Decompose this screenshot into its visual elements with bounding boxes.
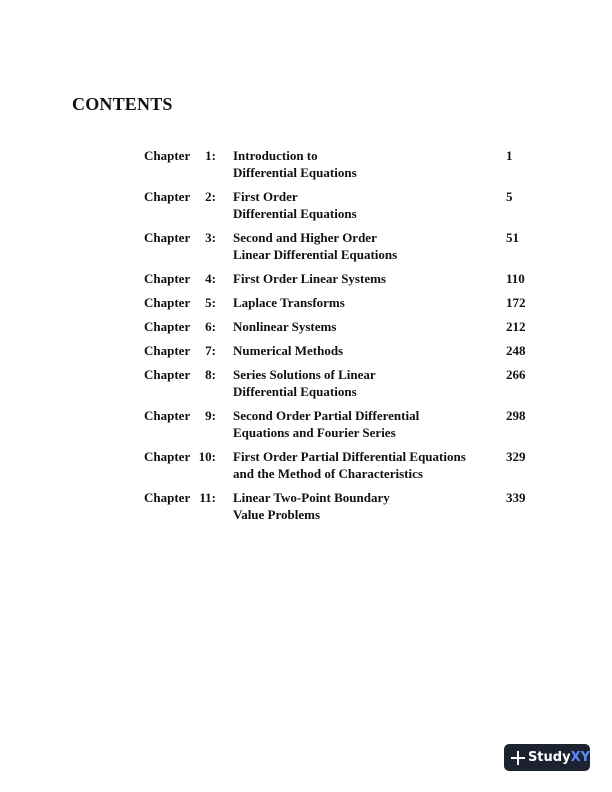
chapter-title <box>233 229 503 263</box>
page-number: 329 <box>506 449 526 464</box>
page-number: 266 <box>506 367 526 382</box>
page-number: 110 <box>506 271 525 286</box>
chapter-title-line: Series Solutions of Linear <box>233 367 376 382</box>
chapter-word: Chapter <box>144 408 191 423</box>
chapter-title <box>233 270 503 287</box>
chapter-title <box>233 147 503 181</box>
chapter-title <box>233 489 503 523</box>
chapter-number: 3: <box>205 230 216 245</box>
chapter-title <box>233 366 503 400</box>
toc-entry[interactable] <box>144 270 544 287</box>
page-number: 339 <box>506 490 526 505</box>
chapter-title-line: Equations and Fourier Series <box>233 425 396 440</box>
toc-entry[interactable] <box>144 448 544 482</box>
chapter-word: Chapter <box>144 148 191 163</box>
chapter-number: 5: <box>205 295 216 310</box>
page-number: 212 <box>506 319 526 334</box>
chapter-word: Chapter <box>144 295 191 310</box>
toc-entry[interactable] <box>144 318 544 335</box>
chapter-title-line: Nonlinear Systems <box>233 319 337 334</box>
chapter-word: Chapter <box>144 449 191 464</box>
page-number: 298 <box>506 408 526 423</box>
chapter-title-line: Value Problems <box>233 507 321 522</box>
chapter-title <box>233 318 503 335</box>
brand-accent: XY <box>570 750 590 765</box>
chapter-title-line: Linear Differential Equations <box>233 247 398 262</box>
chapter-number: 6: <box>205 319 216 334</box>
chapter-number: 10: <box>198 449 216 464</box>
chapter-title-line: Differential Equations <box>233 384 357 399</box>
toc-entry[interactable] <box>144 407 544 441</box>
chapter-title-line: Laplace Transforms <box>233 295 345 310</box>
chapter-title <box>233 294 503 311</box>
chapter-word: Chapter <box>144 230 191 245</box>
chapter-word: Chapter <box>144 271 191 286</box>
chapter-word: Chapter <box>144 189 191 204</box>
studyxy-badge[interactable] <box>504 744 590 771</box>
toc-entry[interactable] <box>144 489 544 523</box>
chapter-number: 8: <box>205 367 216 382</box>
page-number: 1 <box>506 148 513 163</box>
page-number: 5 <box>506 189 513 204</box>
chapter-title-line: Differential Equations <box>233 206 357 221</box>
chapter-title-line: and the Method of Characteristics <box>233 466 423 481</box>
chapter-number: 11: <box>199 490 216 505</box>
plus-icon <box>511 751 523 765</box>
page-title: CONTENTS <box>72 94 173 114</box>
page-number: 51 <box>506 230 519 245</box>
chapter-word: Chapter <box>144 319 191 334</box>
table-of-contents <box>144 147 544 530</box>
chapter-title-line: Numerical Methods <box>233 343 344 358</box>
chapter-title <box>233 188 503 222</box>
page-number: 172 <box>506 295 526 310</box>
chapter-word: Chapter <box>144 343 191 358</box>
chapter-title <box>233 407 503 441</box>
toc-entry[interactable] <box>144 342 544 359</box>
chapter-title-line: Differential Equations <box>233 165 357 180</box>
chapter-number: 7: <box>205 343 216 358</box>
chapter-word: Chapter <box>144 490 191 505</box>
toc-entry[interactable] <box>144 294 544 311</box>
chapter-number: 2: <box>205 189 216 204</box>
brand-name: Study <box>527 750 571 765</box>
chapter-title-line: Second Order Partial Differential <box>233 408 420 423</box>
chapter-number: 4: <box>205 271 216 286</box>
chapter-title <box>233 448 503 482</box>
chapter-number: 1: <box>205 148 216 163</box>
chapter-title-line: Introduction to <box>233 148 318 163</box>
chapter-title-line: Linear Two-Point Boundary <box>233 490 390 505</box>
chapter-title-line: First Order <box>233 189 298 204</box>
chapter-title <box>233 342 503 359</box>
chapter-title-line: First Order Partial Differential Equations <box>233 449 466 464</box>
toc-entry[interactable] <box>144 229 544 263</box>
toc-entry[interactable] <box>144 366 544 400</box>
page-number: 248 <box>506 343 526 358</box>
chapter-title-line: Second and Higher Order <box>233 230 377 245</box>
toc-entry[interactable] <box>144 188 544 222</box>
chapter-title-line: First Order Linear Systems <box>233 271 386 286</box>
chapter-word: Chapter <box>144 367 191 382</box>
toc-entry[interactable] <box>144 147 544 181</box>
chapter-number: 9: <box>205 408 216 423</box>
